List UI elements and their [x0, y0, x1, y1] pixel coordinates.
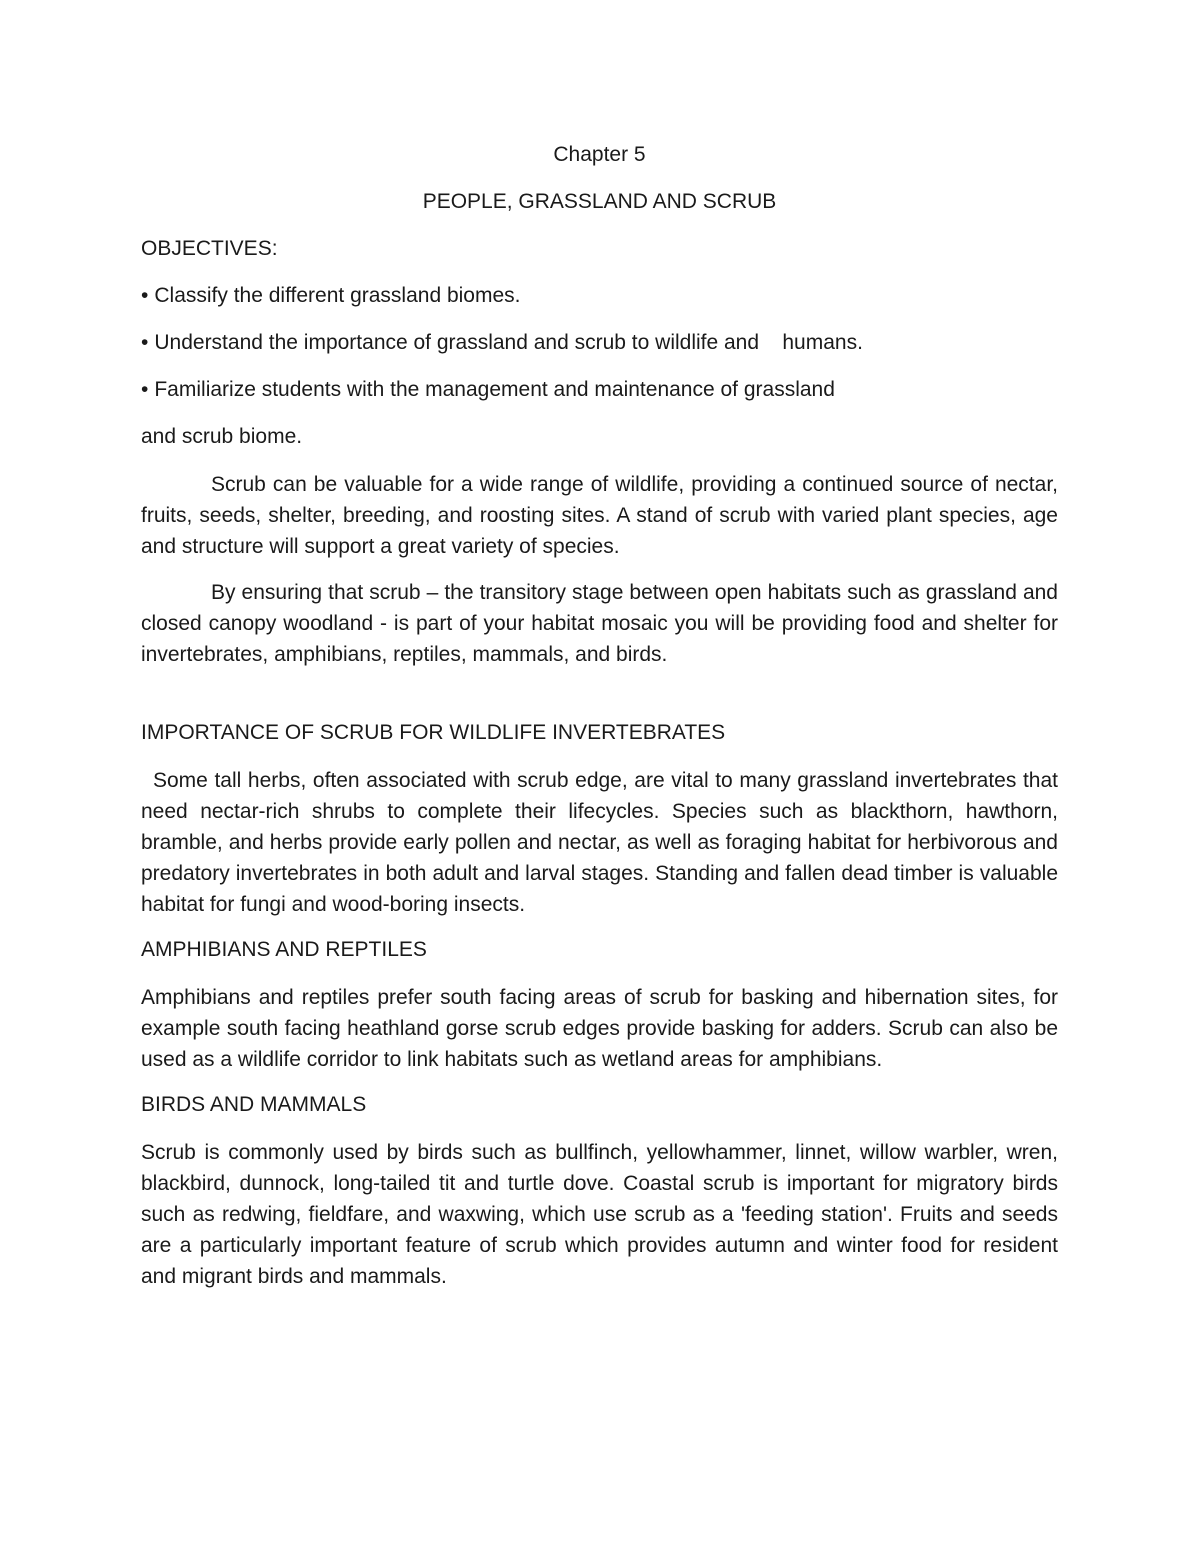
bullet-icon: • [141, 331, 149, 354]
objective-text: Classify the different grassland biomes. [154, 284, 521, 307]
objective-text: Familiarize students with the management and maintenance of grassland [154, 378, 835, 401]
section-body: Amphibians and reptiles prefer south facing areas of scrub for basking and hibernation sites, for example south facing heathland gorse scrub edges provide basking for adders. Scrub can also be used as a wildlife corridor to link habitats such as wetland areas for amphibians. [141, 986, 1058, 1071]
objective-item [141, 328, 1058, 358]
section-heading: AMPHIBIANS AND REPTILES [141, 938, 427, 961]
bullet-icon: • [141, 378, 149, 401]
objectives-heading: OBJECTIVES: [141, 237, 278, 260]
section-body: Scrub is commonly used by birds such as bullfinch, yellowhammer, linnet, willow warbler, wren, blackbird, dunnock, long-tailed tit and turtle dove. Coastal scrub is important for migratory birds such as redwing, fieldfare, and waxwing, which use scrub as a 'feeding station'. Fruits and seeds are a particularly important feature of scrub which provides autumn and winter food for resident and migrant birds and mammals. [141, 1141, 1058, 1288]
document-page [141, 140, 1058, 1307]
section-heading: BIRDS AND MAMMALS [141, 1093, 367, 1116]
chapter-label: Chapter 5 [553, 143, 646, 166]
bullet-icon: • [141, 284, 149, 307]
intro-paragraph: By ensuring that scrub – the transitory stage between open habitats such as grassland and closed canopy woodland - is part of your habitat mosaic you will be providing food and shelter for invertebrates, amphibians, reptiles, mammals, and birds. [141, 581, 1058, 666]
objective-text: Understand the importance of grassland and scrub to wildlife and humans. [154, 331, 863, 354]
objective-item [141, 281, 1058, 311]
section-body: Some tall herbs, often associated with scrub edge, are vital to many grassland invertebrates that need nectar-rich shrubs to complete their lifecycles. Species such as blackthorn, hawthorn, bramble, and herbs provide early pollen and nectar, as well as foraging habitat for herbivorous and predatory invertebrates in both adult and larval stages. Standing and fallen dead timber is valuable habitat for fungi and wood-boring insects. [141, 769, 1058, 916]
section-heading: IMPORTANCE OF SCRUB FOR WILDLIFE INVERTEBRATES [141, 721, 726, 744]
objective-item [141, 375, 1058, 405]
objective-continuation: and scrub biome. [141, 425, 303, 448]
chapter-title: PEOPLE, GRASSLAND AND SCRUB [422, 190, 777, 213]
intro-paragraph: Scrub can be valuable for a wide range of wildlife, providing a continued source of nectar, fruits, seeds, shelter, breeding, and roosting sites. A stand of scrub with varied plant species, age and structure will support a great variety of species. [141, 473, 1058, 558]
